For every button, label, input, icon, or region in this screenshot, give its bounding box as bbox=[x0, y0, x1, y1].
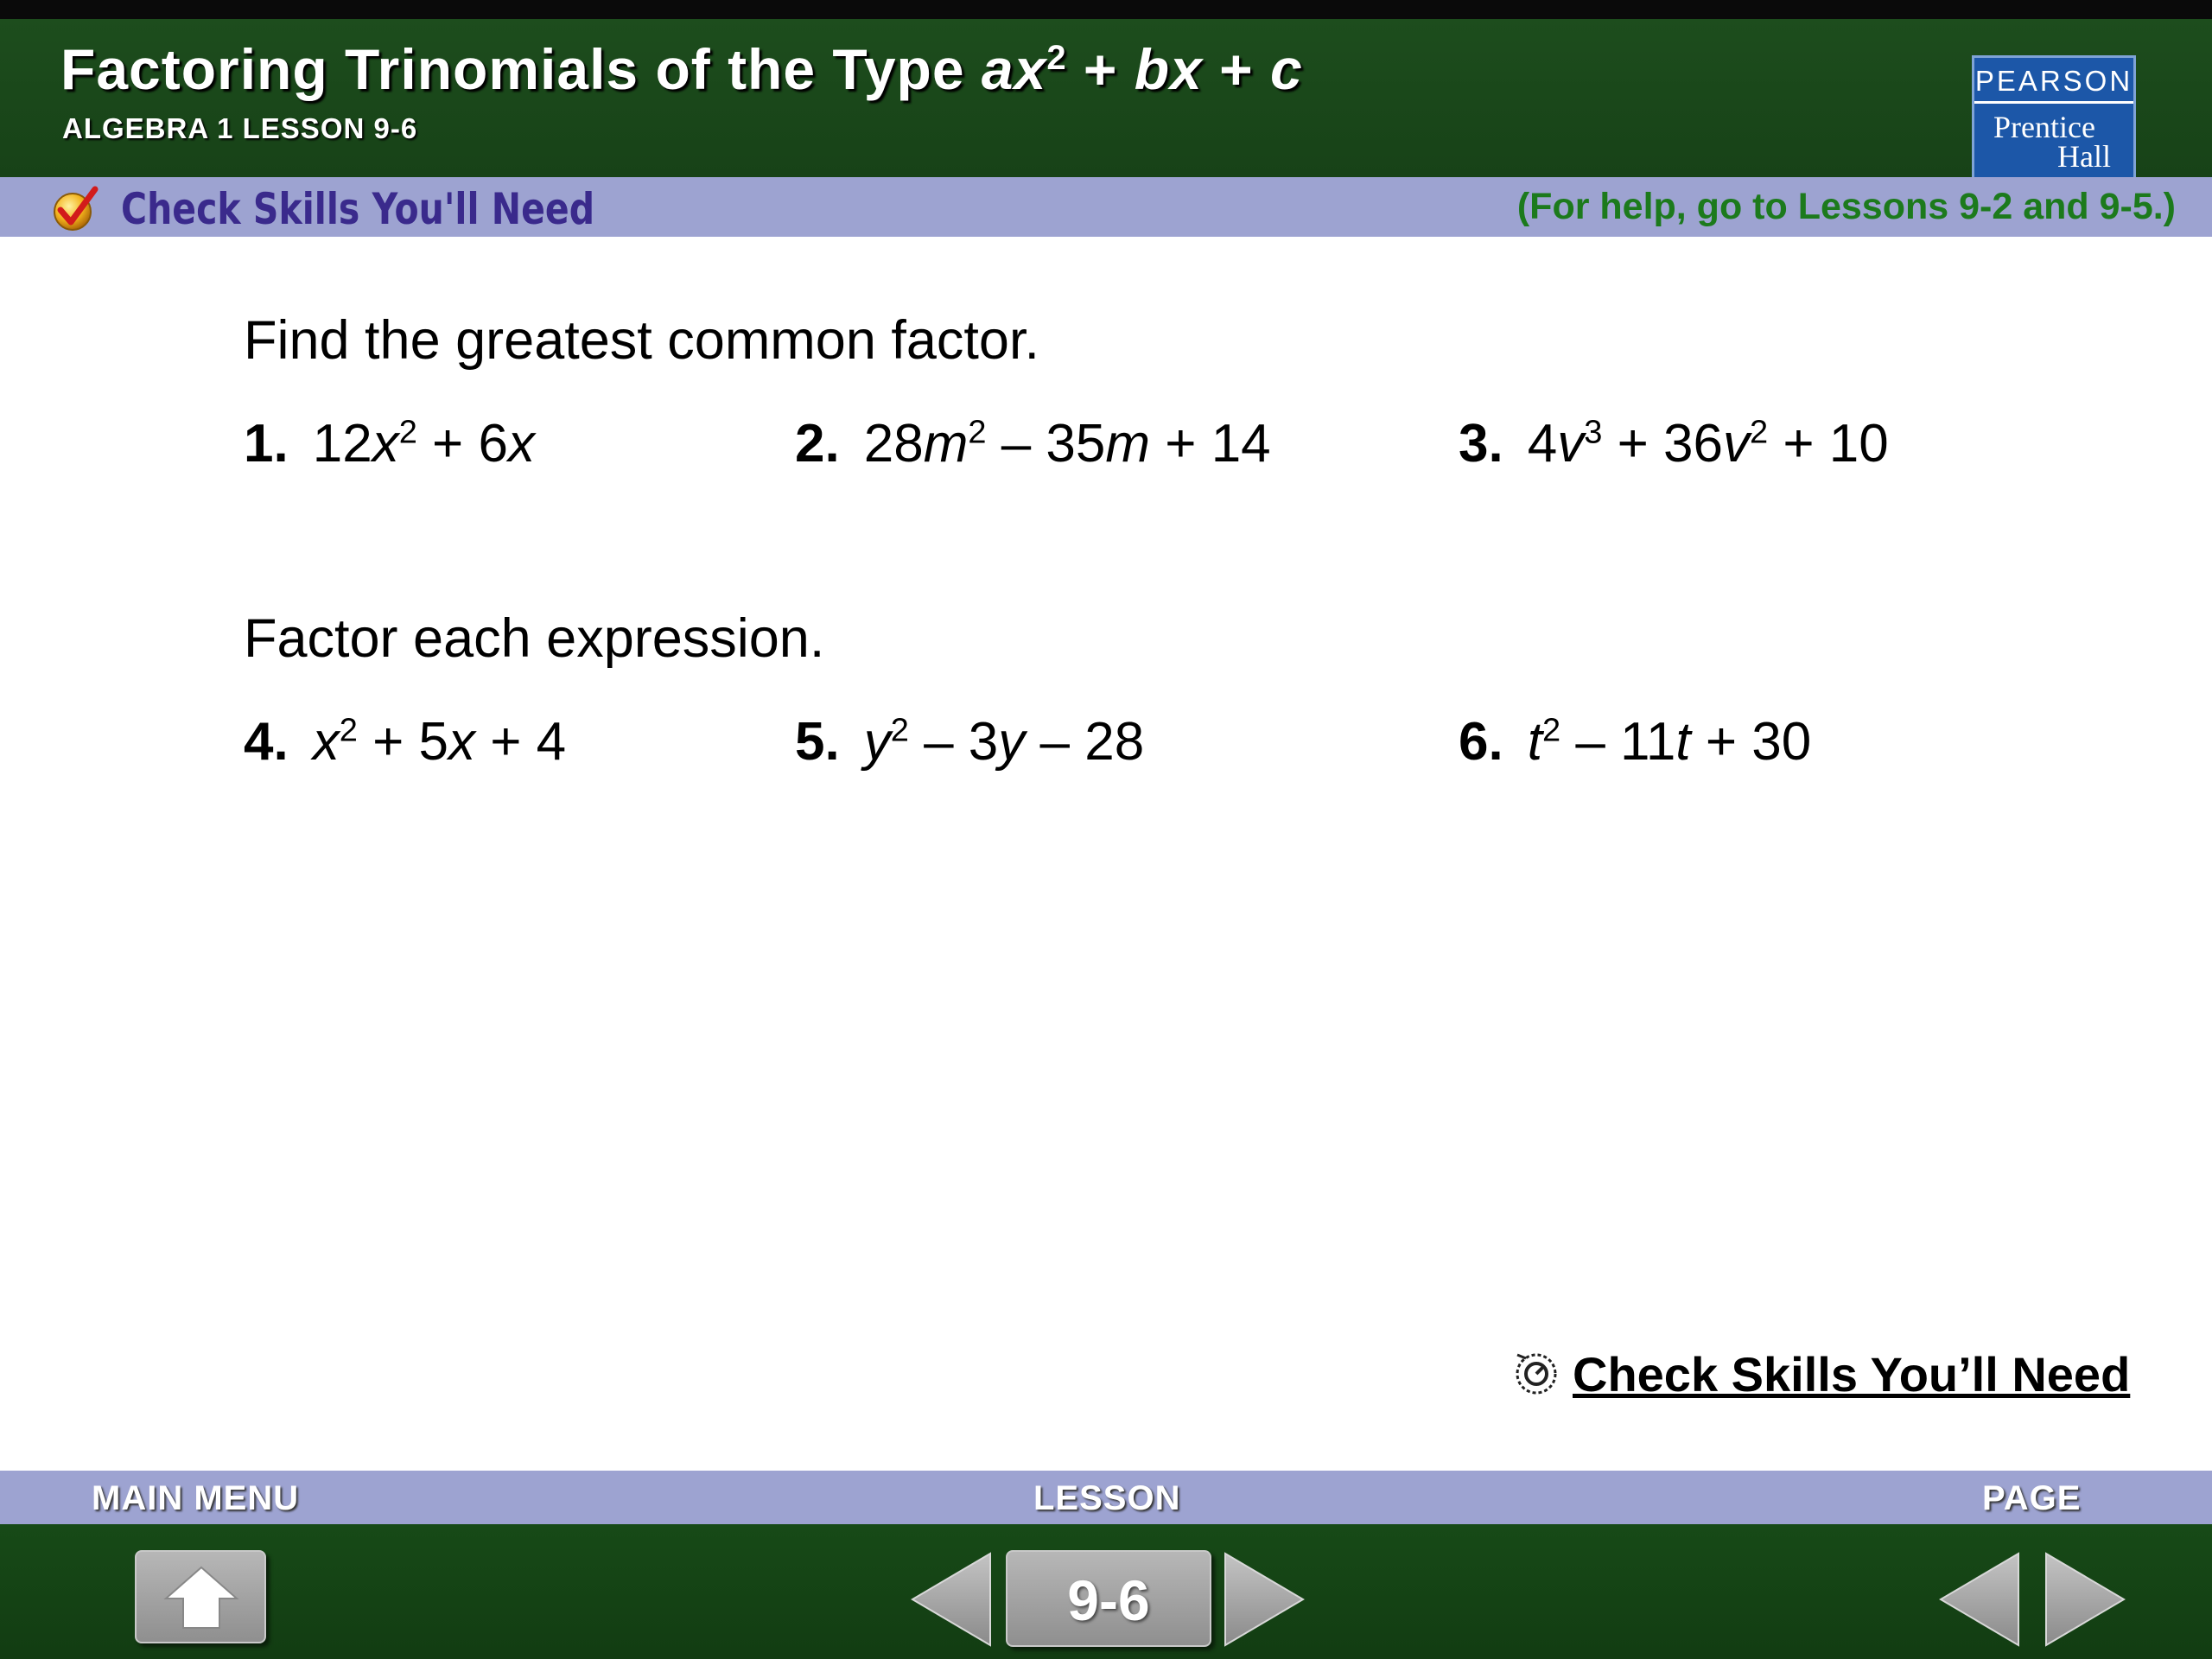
checkmark-icon bbox=[50, 184, 99, 232]
check-skills-bar bbox=[0, 177, 2212, 237]
check-skills-title: Check Skills You'll Need bbox=[121, 184, 595, 234]
pearson-logo: PEARSON Prentice Hall bbox=[1972, 55, 2136, 180]
prev-page-arrow-icon[interactable] bbox=[1936, 1550, 2022, 1649]
lesson-subtitle: ALGEBRA 1 LESSON 9-6 bbox=[62, 112, 418, 144]
top-edge-bar bbox=[0, 0, 2212, 19]
check-skills-link-label[interactable]: Check Skills You’ll Need bbox=[1573, 1347, 2131, 1402]
nav-labels-bar bbox=[0, 1471, 2212, 1524]
page-title: Factoring Trinomials of the Type $ax^2$ + bx + c bbox=[60, 37, 1303, 101]
instruction-gcf: Find the greatest common factor. bbox=[244, 310, 1039, 371]
nav-bar bbox=[0, 1524, 2212, 1659]
main-menu-button[interactable] bbox=[135, 1550, 266, 1643]
problem-6: 6. $t^2 - 11t + 30$ bbox=[1459, 712, 1812, 772]
problem-3: 3. $4v^3 + 36v^2 + 10$ bbox=[1459, 414, 1889, 474]
page-label: PAGE bbox=[1982, 1479, 2082, 1517]
help-lessons-text: (For help, go to Lessons 9-2 and 9-5.) bbox=[1516, 186, 2176, 227]
instruction-factor: Factor each expression. bbox=[244, 608, 825, 669]
problem-5: 5. $y^2 - 3y - 28$ bbox=[795, 712, 1145, 772]
next-lesson-arrow-icon[interactable] bbox=[1222, 1550, 1308, 1649]
lesson-number-button[interactable] bbox=[1006, 1550, 1211, 1647]
lesson-number: 9-6 bbox=[1067, 1568, 1150, 1632]
problem-2: 2. $28m^2 - 35m + 14$ bbox=[795, 414, 1271, 474]
prev-lesson-arrow-icon[interactable] bbox=[907, 1550, 994, 1649]
main-menu-label: MAIN MENU bbox=[92, 1479, 300, 1517]
problem-1: 1. $12x^2 + 6x$ bbox=[244, 414, 535, 474]
next-page-arrow-icon[interactable] bbox=[2043, 1550, 2129, 1649]
lesson-label: LESSON bbox=[1033, 1479, 1181, 1517]
problem-4: 4. $x^2 + 5x + 4$ bbox=[244, 712, 567, 772]
header bbox=[0, 19, 2212, 177]
dial-icon bbox=[1510, 1344, 1562, 1400]
home-icon bbox=[162, 1564, 240, 1631]
